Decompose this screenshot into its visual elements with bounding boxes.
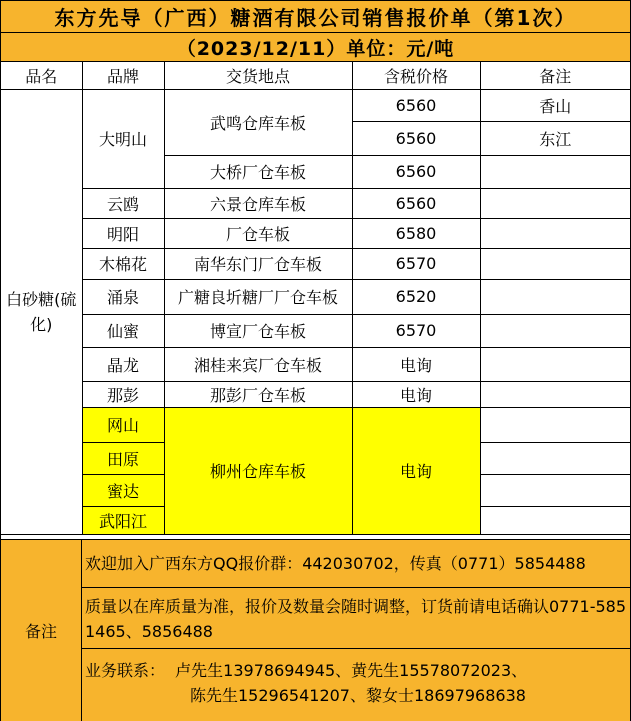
note-cell (480, 188, 630, 218)
qq-group-text: 欢迎加入广西东方QQ报价群：442030702，传真（0771）5854488 (85, 554, 586, 573)
contact-line-2: 陈先生15296541207、黎女士18697968638 (190, 686, 526, 705)
location-cell: 南华东门厂仓车板 (164, 248, 352, 279)
note-cell (480, 474, 630, 506)
location-cell: 柳州仓库车板 (164, 407, 352, 534)
note-cell (480, 155, 630, 188)
note-cell (480, 506, 630, 534)
notes-section (1, 539, 630, 721)
header-product: 品名 (1, 62, 82, 89)
price-cell: 电询 (352, 381, 480, 407)
note-cell (480, 248, 630, 279)
table-row (1, 407, 630, 442)
brand-cell: 明阳 (82, 218, 164, 248)
table-row (1, 381, 630, 407)
table-row (1, 218, 630, 248)
product-name-cell (1, 89, 82, 534)
location-cell: 大桥厂仓车板 (164, 155, 352, 188)
brand-cell: 蜜达 (82, 474, 164, 506)
sheet-subtitle: （2023/12/11）单位：元/吨 (1, 33, 630, 62)
price-cell: 6580 (352, 218, 480, 248)
contact-note (82, 650, 630, 721)
note-cell (480, 218, 630, 248)
contact-line-1: 业务联系： 卢先生13978694945、黄先生15578072023、 (85, 661, 528, 680)
header-brand: 品牌 (82, 62, 164, 89)
location-cell: 广糖良圻糖厂厂仓车板 (164, 279, 352, 314)
quality-note: 质量以在库质量为准，报价及数量会随时调整，订货前请电话确认0771-5851465、5856488 (82, 589, 630, 649)
brand-cell: 大明山 (82, 89, 164, 188)
location-cell: 那彭厂仓车板 (164, 381, 352, 407)
price-cell: 6560 (352, 89, 480, 121)
table-header-row (1, 62, 630, 89)
table-row (1, 188, 630, 218)
location-cell: 厂仓车板 (164, 218, 352, 248)
notes-label: 备注 (1, 540, 82, 721)
table-row (1, 347, 630, 381)
price-cell: 6570 (352, 248, 480, 279)
note-cell (480, 407, 630, 442)
brand-cell: 网山 (82, 407, 164, 442)
price-cell: 6560 (352, 155, 480, 188)
note-cell: 东江 (480, 121, 630, 155)
header-location: 交货地点 (164, 62, 352, 89)
brand-cell: 仙蜜 (82, 314, 164, 347)
price-cell: 6560 (352, 121, 480, 155)
price-table (1, 62, 630, 535)
qq-group-note (82, 540, 630, 588)
location-cell: 六景仓库车板 (164, 188, 352, 218)
price-cell: 电询 (352, 347, 480, 381)
table-row (1, 248, 630, 279)
price-cell: 6570 (352, 314, 480, 347)
note-cell (480, 381, 630, 407)
price-cell: 6560 (352, 188, 480, 218)
table-row (1, 89, 630, 121)
header-note: 备注 (480, 62, 630, 89)
price-cell: 6520 (352, 279, 480, 314)
location-cell: 武鸣仓库车板 (164, 89, 352, 155)
location-cell: 博宣厂仓车板 (164, 314, 352, 347)
price-cell: 电询 (352, 407, 480, 534)
brand-cell: 那彭 (82, 381, 164, 407)
brand-cell: 晶龙 (82, 347, 164, 381)
header-price: 含税价格 (352, 62, 480, 89)
brand-cell: 涌泉 (82, 279, 164, 314)
sheet-title: 东方先导（广西）糖酒有限公司销售报价单（第1次） (1, 1, 630, 33)
brand-cell: 田原 (82, 442, 164, 474)
note-cell (480, 279, 630, 314)
note-cell: 香山 (480, 89, 630, 121)
note-cell (480, 314, 630, 347)
brand-cell: 云鸥 (82, 188, 164, 218)
table-row (1, 314, 630, 347)
brand-cell: 武阳江 (82, 506, 164, 534)
brand-cell: 木棉花 (82, 248, 164, 279)
table-row (1, 279, 630, 314)
note-cell (480, 442, 630, 474)
note-cell (480, 347, 630, 381)
product-name: 白砂糖(硫化) (6, 289, 77, 334)
location-cell: 湘桂来宾厂仓车板 (164, 347, 352, 381)
